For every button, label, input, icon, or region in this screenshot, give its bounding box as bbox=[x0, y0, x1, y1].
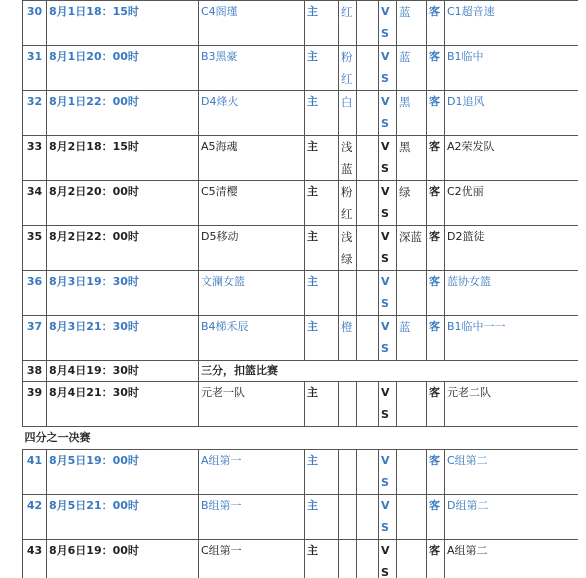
spacer-cell bbox=[357, 316, 379, 361]
home-color: 粉红 bbox=[339, 46, 357, 91]
home-color: 红 bbox=[339, 1, 357, 46]
match-datetime: 8月2日18：15时 bbox=[47, 136, 199, 181]
match-datetime: 8月1日20：00时 bbox=[47, 46, 199, 91]
match-number: 30 bbox=[23, 1, 47, 46]
away-team: C组第二 bbox=[445, 450, 579, 495]
home-color: 浅蓝 bbox=[339, 136, 357, 181]
table-row bbox=[23, 361, 579, 382]
home-color bbox=[339, 450, 357, 495]
section-header-row bbox=[23, 427, 579, 450]
match-number: 37 bbox=[23, 316, 47, 361]
home-team: A组第一 bbox=[199, 450, 305, 495]
home-marker: 主 bbox=[305, 495, 339, 540]
spacer-cell bbox=[357, 450, 379, 495]
table-row bbox=[23, 271, 579, 316]
spacer-cell bbox=[357, 91, 379, 136]
away-color bbox=[397, 271, 427, 316]
home-marker: 主 bbox=[305, 271, 339, 316]
schedule-rows-group-stage bbox=[23, 1, 579, 361]
match-number: 32 bbox=[23, 91, 47, 136]
table-row bbox=[23, 226, 579, 271]
match-datetime: 8月4日21：30时 bbox=[47, 382, 199, 427]
away-color: 绿 bbox=[397, 181, 427, 226]
away-team: D组第二 bbox=[445, 495, 579, 540]
spacer-cell bbox=[357, 495, 379, 540]
match-datetime: 8月2日22：00时 bbox=[47, 226, 199, 271]
home-marker: 主 bbox=[305, 226, 339, 271]
away-color bbox=[397, 382, 427, 427]
away-marker: 客 bbox=[427, 226, 445, 271]
home-team: A5海魂 bbox=[199, 136, 305, 181]
away-marker: 客 bbox=[427, 1, 445, 46]
away-color bbox=[397, 450, 427, 495]
vs-marker: V S bbox=[379, 46, 397, 91]
table-row bbox=[23, 91, 579, 136]
away-team: D1追风 bbox=[445, 91, 579, 136]
away-marker: 客 bbox=[427, 136, 445, 181]
match-datetime: 8月3日21：30时 bbox=[47, 316, 199, 361]
match-datetime: 8月4日19：30时 bbox=[47, 361, 199, 382]
vs-marker: V S bbox=[379, 540, 397, 578]
away-color: 黑 bbox=[397, 91, 427, 136]
spacer-cell bbox=[357, 181, 379, 226]
match-number: 38 bbox=[23, 361, 47, 382]
match-number: 33 bbox=[23, 136, 47, 181]
home-marker: 主 bbox=[305, 540, 339, 578]
match-datetime: 8月6日19：00时 bbox=[47, 540, 199, 578]
home-color: 浅绿 bbox=[339, 226, 357, 271]
away-marker: 客 bbox=[427, 46, 445, 91]
match-number: 41 bbox=[23, 450, 47, 495]
table-row bbox=[23, 382, 579, 427]
home-color bbox=[339, 271, 357, 316]
home-marker: 主 bbox=[305, 181, 339, 226]
table-row bbox=[23, 136, 579, 181]
match-datetime: 8月1日18：15时 bbox=[47, 1, 199, 46]
match-datetime: 8月5日19：00时 bbox=[47, 450, 199, 495]
home-team: 文澜女篮 bbox=[199, 271, 305, 316]
table-row bbox=[23, 46, 579, 91]
table-row bbox=[23, 181, 579, 226]
away-color: 深蓝 bbox=[397, 226, 427, 271]
home-color: 粉红 bbox=[339, 181, 357, 226]
spacer-cell bbox=[357, 46, 379, 91]
spacer-cell bbox=[357, 271, 379, 316]
table-row bbox=[23, 450, 579, 495]
match-number: 39 bbox=[23, 382, 47, 427]
away-color: 黑 bbox=[397, 136, 427, 181]
spacer-cell bbox=[357, 226, 379, 271]
home-color bbox=[339, 540, 357, 578]
vs-marker: V S bbox=[379, 1, 397, 46]
match-number: 42 bbox=[23, 495, 47, 540]
table-row bbox=[23, 1, 579, 46]
match-datetime: 8月2日20：00时 bbox=[47, 181, 199, 226]
home-team: C4阁瑾 bbox=[199, 1, 305, 46]
vs-marker: V S bbox=[379, 382, 397, 427]
home-team: B3黑豪 bbox=[199, 46, 305, 91]
home-team: C组第一 bbox=[199, 540, 305, 578]
vs-marker: V S bbox=[379, 136, 397, 181]
home-team: B组第一 bbox=[199, 495, 305, 540]
away-marker: 客 bbox=[427, 181, 445, 226]
home-marker: 主 bbox=[305, 382, 339, 427]
away-marker: 客 bbox=[427, 540, 445, 578]
away-team: 元老二队 bbox=[445, 382, 579, 427]
section-title: 四分之一决赛 bbox=[23, 427, 579, 450]
table-row bbox=[23, 316, 579, 361]
away-team: D2篮徒 bbox=[445, 226, 579, 271]
vs-marker: V S bbox=[379, 495, 397, 540]
home-color bbox=[339, 382, 357, 427]
table-row bbox=[23, 540, 579, 578]
table-row bbox=[23, 495, 579, 540]
home-color: 橙 bbox=[339, 316, 357, 361]
away-marker: 客 bbox=[427, 450, 445, 495]
event-description: 三分，扣篮比赛 bbox=[199, 361, 579, 382]
schedule-sheet bbox=[22, 0, 578, 578]
away-team: A组第二 bbox=[445, 540, 579, 578]
away-marker: 客 bbox=[427, 382, 445, 427]
vs-marker: V S bbox=[379, 271, 397, 316]
schedule-table bbox=[22, 0, 578, 578]
away-color: 蓝 bbox=[397, 316, 427, 361]
spacer-cell bbox=[357, 382, 379, 427]
match-datetime: 8月3日19：30时 bbox=[47, 271, 199, 316]
home-marker: 主 bbox=[305, 316, 339, 361]
home-marker: 主 bbox=[305, 1, 339, 46]
vs-marker: V S bbox=[379, 181, 397, 226]
home-team: D4烽火 bbox=[199, 91, 305, 136]
match-number: 34 bbox=[23, 181, 47, 226]
home-team: C5清樱 bbox=[199, 181, 305, 226]
home-marker: 主 bbox=[305, 46, 339, 91]
away-team: B1临中一一 bbox=[445, 316, 579, 361]
match-number: 36 bbox=[23, 271, 47, 316]
away-team: B1临中 bbox=[445, 46, 579, 91]
spacer-cell bbox=[357, 1, 379, 46]
home-team: B4梯禾辰 bbox=[199, 316, 305, 361]
match-number: 31 bbox=[23, 46, 47, 91]
home-team: 元老一队 bbox=[199, 382, 305, 427]
away-team: C2优丽 bbox=[445, 181, 579, 226]
vs-marker: V S bbox=[379, 450, 397, 495]
away-color bbox=[397, 495, 427, 540]
away-color: 蓝 bbox=[397, 46, 427, 91]
away-marker: 客 bbox=[427, 316, 445, 361]
home-color: 白 bbox=[339, 91, 357, 136]
schedule-rows-quarterfinal bbox=[23, 450, 579, 578]
home-marker: 主 bbox=[305, 450, 339, 495]
home-team: D5移动 bbox=[199, 226, 305, 271]
home-marker: 主 bbox=[305, 91, 339, 136]
schedule-row-38-group bbox=[23, 361, 579, 450]
away-team: 蓝协女篮 bbox=[445, 271, 579, 316]
home-marker: 主 bbox=[305, 136, 339, 181]
match-number: 43 bbox=[23, 540, 47, 578]
away-color bbox=[397, 540, 427, 578]
vs-marker: V S bbox=[379, 91, 397, 136]
vs-marker: V S bbox=[379, 316, 397, 361]
away-team: A2荣发队 bbox=[445, 136, 579, 181]
match-datetime: 8月1日22：00时 bbox=[47, 91, 199, 136]
away-team: C1超音速 bbox=[445, 1, 579, 46]
away-marker: 客 bbox=[427, 271, 445, 316]
spacer-cell bbox=[357, 136, 379, 181]
away-marker: 客 bbox=[427, 495, 445, 540]
match-datetime: 8月5日21：00时 bbox=[47, 495, 199, 540]
away-marker: 客 bbox=[427, 91, 445, 136]
match-number: 35 bbox=[23, 226, 47, 271]
spacer-cell bbox=[357, 540, 379, 578]
vs-marker: V S bbox=[379, 226, 397, 271]
home-color bbox=[339, 495, 357, 540]
away-color: 蓝 bbox=[397, 1, 427, 46]
